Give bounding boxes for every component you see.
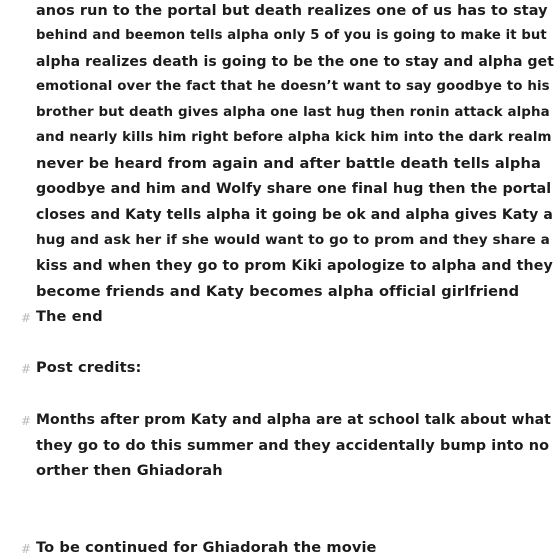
the-end-line: The end	[36, 308, 103, 325]
text-line: behind and beemon tells alpha only 5 of you is going to make it but	[36, 28, 547, 43]
text-line: they go to do this summer and they accidentally bump into no	[36, 438, 550, 454]
text-line: emotional over the fact that he doesn’t want to say goodbye to his	[36, 79, 550, 94]
text-line: hug and ask her if she would want to go to prom and they share a	[36, 232, 550, 248]
hash-marker: #	[21, 542, 32, 556]
text-line: goodbye and him and Wolfy share one final hug then the portal	[36, 181, 552, 197]
text-line: and nearly kills him right before alpha kick him into the dark realm	[36, 130, 552, 145]
text-line: anos run to the portal but death realizes one of us has to stay	[36, 3, 548, 19]
text-line: never be heard from again and after battle death tells alpha	[36, 155, 541, 172]
hash-marker: #	[21, 414, 32, 428]
text-line: closes and Katy tells alpha it going be ok and alpha gives Katy a	[36, 207, 553, 223]
text-line: orther then Ghiadorah	[36, 462, 223, 479]
text-line: alpha realizes death is going to be the one to stay and alpha get	[36, 54, 555, 70]
hash-marker: #	[21, 362, 32, 376]
text-line: brother but death gives alpha one last hug then ronin attack alpha	[36, 105, 550, 120]
hash-marker: #	[21, 311, 32, 325]
text-line: Months after prom Katy and alpha are at school talk about what	[36, 412, 551, 428]
text-line: become friends and Katy becomes alpha official girlfriend	[36, 283, 520, 300]
closing-line: To be continued for Ghiadorah the movie	[36, 539, 377, 556]
post-credits-heading: Post credits:	[36, 359, 142, 376]
text-line: kiss and when they go to prom Kiki apologize to alpha and they	[36, 258, 553, 274]
